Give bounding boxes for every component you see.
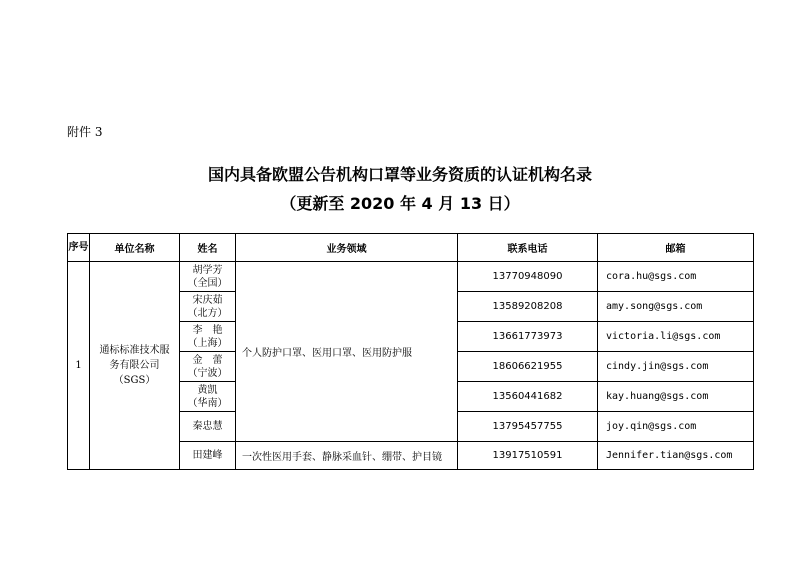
contact-name-cell [180, 292, 236, 322]
email-cell: cora.hu@sgs.com [598, 262, 754, 292]
email-cell: victoria.li@sgs.com [598, 322, 754, 352]
phone-cell: 13560441682 [458, 382, 598, 412]
document-title: 国内具备欧盟公告机构口罩等业务资质的认证机构名录 [207, 165, 592, 184]
contact-name-cell [180, 442, 236, 470]
phone-cell: 13589208208 [458, 292, 598, 322]
contact-region: （宁波） [187, 367, 228, 379]
email-cell: Jennifer.tian@sgs.com [598, 442, 754, 470]
scope-cell: 个人防护口罩、医用口罩、医用防护服 [236, 262, 458, 442]
email-cell: amy.song@sgs.com [598, 292, 754, 322]
phone-cell: 13917510591 [458, 442, 598, 470]
contact-region: （上海） [187, 337, 228, 349]
contact-name: 金 蕾 [192, 354, 223, 366]
table-row [68, 262, 754, 292]
contact-name: 李 艳 [192, 324, 223, 336]
seq-cell: 1 [68, 262, 90, 470]
phone-cell: 13770948090 [458, 262, 598, 292]
email-cell: joy.qin@sgs.com [598, 412, 754, 442]
contact-name: 胡学芳 [192, 264, 223, 276]
contact-name: 秦忠慧 [192, 421, 223, 432]
scope-cell: 一次性医用手套、静脉采血针、绷带、护目镜 [236, 442, 458, 470]
contact-region: （北方） [187, 307, 228, 319]
contact-name-cell [180, 382, 236, 412]
header-email: 邮箱 [598, 234, 754, 262]
contact-region: （华南） [187, 397, 228, 409]
org-cell: 通标标准技术服务有限公司（SGS） [90, 262, 180, 470]
contact-name-cell [180, 262, 236, 292]
contact-name-cell [180, 322, 236, 352]
phone-cell: 18606621955 [458, 352, 598, 382]
certification-bodies-table [67, 233, 754, 470]
phone-cell: 13661773973 [458, 322, 598, 352]
email-cell: cindy.jin@sgs.com [598, 352, 754, 382]
contact-name: 宋庆茹 [192, 294, 223, 306]
header-seq: 序号 [68, 234, 90, 262]
header-org: 单位名称 [90, 234, 180, 262]
attachment-label: 附件 3 [67, 125, 103, 139]
contact-name: 田建峰 [192, 450, 223, 461]
contact-region: （全国） [187, 277, 228, 289]
header-name: 姓名 [180, 234, 236, 262]
document-subtitle-date: （更新至 2020 年 4 月 13 日） [280, 194, 520, 213]
phone-cell: 13795457755 [458, 412, 598, 442]
email-cell: kay.huang@sgs.com [598, 382, 754, 412]
table-header-row [68, 234, 754, 262]
header-scope: 业务领域 [236, 234, 458, 262]
header-phone: 联系电话 [458, 234, 598, 262]
contact-name-cell [180, 412, 236, 442]
contact-name-cell [180, 352, 236, 382]
contact-name: 黄凯 [197, 384, 218, 396]
